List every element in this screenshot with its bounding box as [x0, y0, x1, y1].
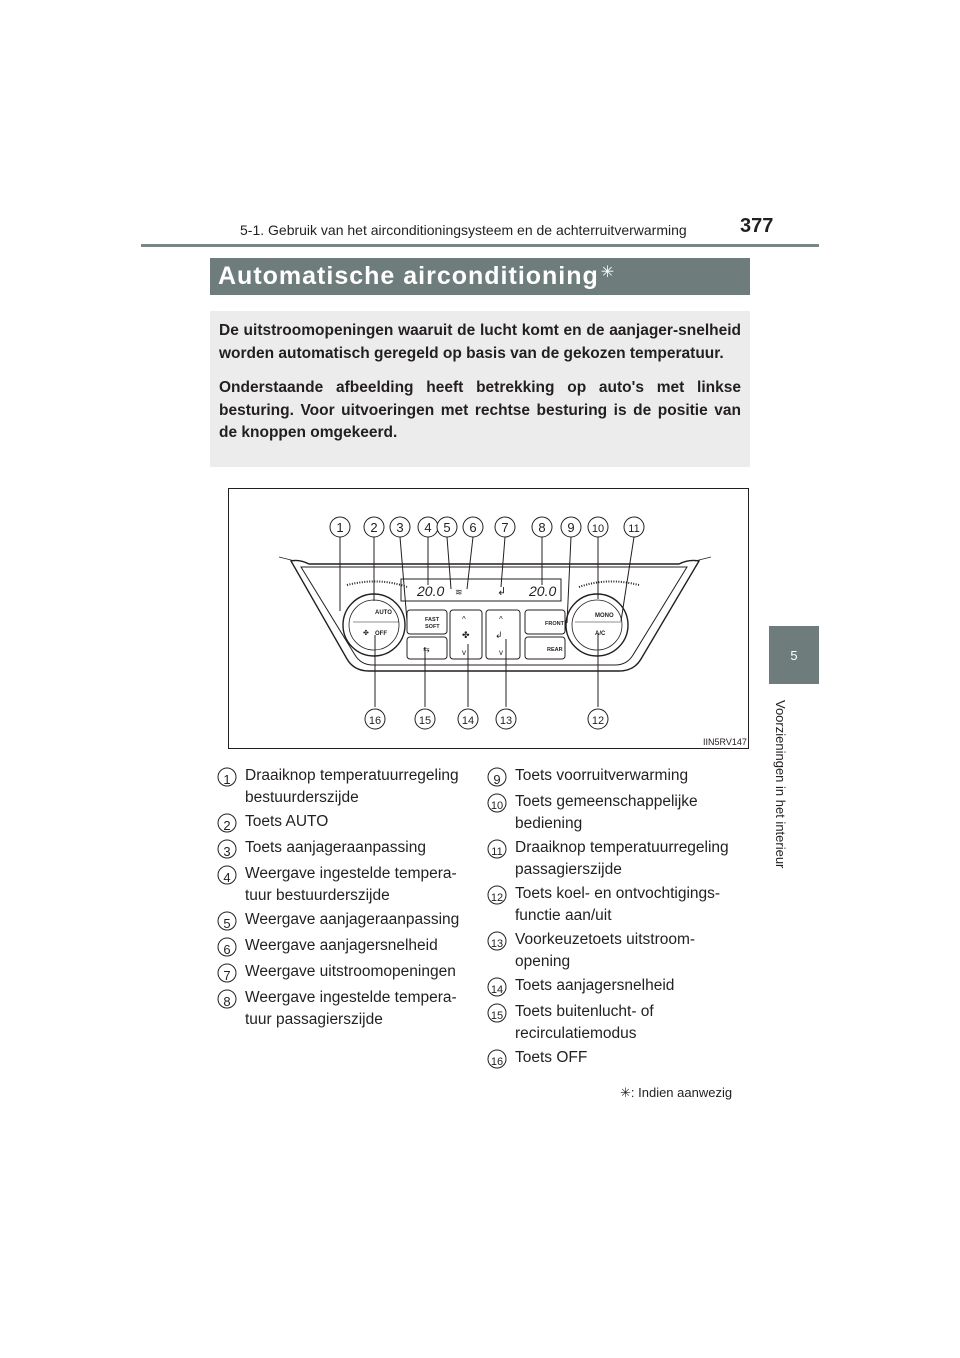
- chapter-label-text: Voorzieningen in het interieur: [773, 700, 788, 869]
- legend-item-text: Toets OFF: [515, 1049, 588, 1066]
- header-rule: [141, 244, 819, 247]
- callout-number-icon: 13: [487, 931, 507, 951]
- passenger-temp-dial: [566, 594, 628, 656]
- legend-item-text: Voorkeuzetoets uitstroom- opening: [515, 931, 696, 970]
- legend-item-text: Toets buitenlucht- of recirculatiemodus: [515, 1003, 654, 1042]
- svg-text:v: v: [499, 648, 503, 657]
- callout-number-icon: 9: [487, 767, 507, 787]
- svg-text:✤: ✤: [462, 630, 470, 640]
- page-number: 377: [740, 215, 774, 237]
- legend-item-text: Weergave aanjagersnelheid: [245, 937, 438, 954]
- callout-number-icon: 7: [217, 963, 237, 983]
- footnote: ✳: Indien aanwezig: [620, 1085, 733, 1100]
- driver-temp-dial: [343, 594, 405, 656]
- callout-number-icon: 15: [487, 1003, 507, 1023]
- display-right-temp: 20.0: [529, 583, 557, 599]
- callout-number-icon: 11: [487, 839, 507, 859]
- callout-number-icon: 8: [217, 989, 237, 1009]
- off-button-label: OFF: [375, 631, 387, 637]
- chapter-label: [773, 700, 806, 890]
- intro-paragraph-1: De uitstroomopeningen waaruit de lucht komt en de aanjager-snelheid worden automatisch geregeld op basis van de gekozen temperatuur.: [219, 322, 741, 362]
- callout-number-icon: 10: [487, 793, 507, 813]
- svg-text:REAR: REAR: [547, 647, 563, 653]
- legend-item-text: Weergave ingestelde tempera- tuur passagierszijde: [245, 989, 457, 1028]
- svg-text:^: ^: [462, 615, 466, 624]
- figure-frame: [228, 488, 749, 749]
- left-dial-scale: [347, 581, 407, 587]
- svg-text:14: 14: [461, 715, 475, 727]
- svg-text:12: 12: [591, 715, 605, 727]
- svg-text:4: 4: [424, 520, 432, 535]
- legend-item-text: Toets aanjageraanpassing: [245, 839, 426, 856]
- legend-list-left: [217, 765, 467, 1085]
- svg-text:6: 6: [469, 520, 477, 535]
- callout-number-icon: 4: [217, 865, 237, 885]
- svg-text:FRONT: FRONT: [545, 621, 564, 627]
- svg-text:7: 7: [501, 520, 509, 535]
- svg-text:16: 16: [368, 715, 382, 727]
- legend-item-text: Weergave ingestelde tempera- tuur bestuurderszijde: [245, 865, 457, 904]
- svg-text:SOFT: SOFT: [425, 624, 440, 630]
- callout-number-icon: 12: [487, 885, 507, 905]
- callout-number-icon: 16: [487, 1049, 507, 1069]
- callout-number-icon: 1: [217, 767, 237, 787]
- svg-text:8: 8: [538, 520, 546, 535]
- legend-item-text: Weergave uitstroomopeningen: [245, 963, 456, 980]
- legend-item-text: Toets gemeenschappelijke bediening: [515, 793, 698, 832]
- section-title-bar: [210, 258, 750, 295]
- legend-list-right: [487, 765, 752, 1085]
- svg-text:↲: ↲: [495, 630, 503, 640]
- airflow-display-icon: ↲: [497, 586, 507, 598]
- legend-item-text: Draaiknop temperatuurregeling bestuurderszijde: [245, 767, 459, 806]
- legend-item-text: Toets aanjagersnelheid: [515, 977, 675, 994]
- legend-item-text: Draaiknop temperatuurregeling passagierszijde: [515, 839, 729, 878]
- fan-icon: ✤: [363, 630, 369, 637]
- legend-item-text: Weergave aanjageraanpassing: [245, 911, 460, 928]
- callout-markers: [330, 517, 644, 729]
- right-dial-scale: [579, 581, 639, 587]
- callout-number-icon: 3: [217, 839, 237, 859]
- svg-text:v: v: [462, 648, 466, 657]
- svg-text:^: ^: [499, 615, 503, 624]
- airflow-mode-button: [486, 610, 520, 659]
- figure-code: IIN5RV147: [703, 737, 747, 747]
- svg-text:2: 2: [370, 520, 378, 535]
- svg-text:15: 15: [418, 715, 432, 727]
- legend-item-text: Toets AUTO: [245, 813, 329, 830]
- legend-item-text: Toets voorruitverwarming: [515, 767, 689, 784]
- ac-button-label: A/C: [595, 631, 606, 637]
- panel-inner-outline: [301, 567, 687, 665]
- svg-text:1: 1: [336, 520, 344, 535]
- chapter-tab: 5: [769, 626, 819, 684]
- section-title-text: Automatische airconditioning: [218, 262, 599, 290]
- svg-text:⇆: ⇆: [423, 645, 430, 654]
- climate-panel-illustration: [229, 489, 748, 748]
- svg-text:10: 10: [591, 523, 605, 535]
- callout-number-icon: 14: [487, 977, 507, 997]
- asterisk-icon: ✳: [600, 264, 616, 281]
- svg-text:3: 3: [396, 520, 404, 535]
- callout-number-icon: 2: [217, 813, 237, 833]
- legend-item-text: Toets koel- en ontvochtigings- functie aan/uit: [515, 885, 721, 924]
- intro-box: [210, 311, 750, 467]
- auto-button-label: AUTO: [375, 610, 392, 616]
- callout-number-icon: 6: [217, 937, 237, 957]
- svg-text:FAST: FAST: [425, 617, 440, 623]
- mono-button-label: MONO: [595, 613, 614, 619]
- fan-display-icon: ≋: [455, 587, 463, 597]
- section-title: [218, 262, 615, 291]
- intro-paragraph-2: Onderstaande afbeelding heeft betrekking op auto's met linkse besturing. Voor uitvoeringen met rechtse besturing is de positie van de knoppen omgekeerd.: [219, 379, 741, 441]
- svg-text:11: 11: [628, 523, 640, 535]
- callout-number-icon: 5: [217, 911, 237, 931]
- svg-text:9: 9: [567, 520, 575, 535]
- svg-text:5: 5: [443, 520, 451, 535]
- section-header: 5-1. Gebruik van het airconditioningsysteem en de achterruitverwarming: [240, 222, 687, 238]
- display-left-temp: 20.0: [417, 583, 445, 599]
- panel-outline: [291, 560, 699, 671]
- svg-text:13: 13: [499, 715, 513, 727]
